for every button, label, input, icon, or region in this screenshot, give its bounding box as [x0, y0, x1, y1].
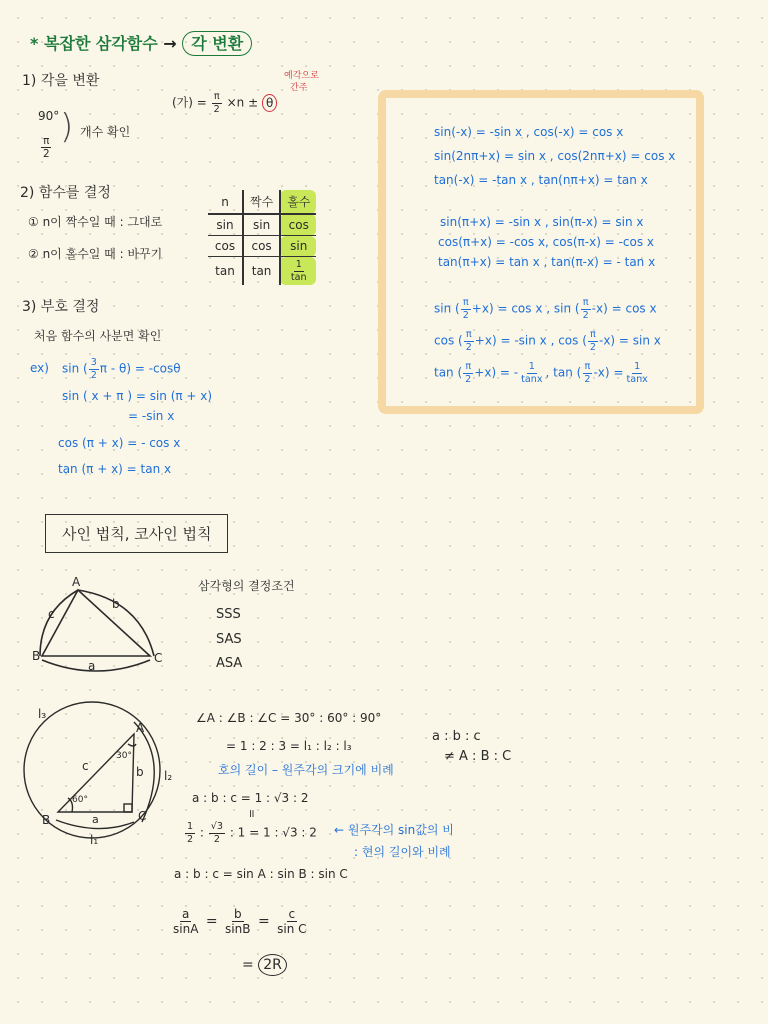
table-cell: sin — [280, 236, 316, 257]
angle-30-label: 30° — [116, 751, 132, 761]
table-cell: tan — [208, 257, 243, 286]
formula-line: cos(π+x) = -cos x, cos(π-x) = -cos x — [438, 235, 655, 249]
circled-2R: 2R — [258, 954, 287, 976]
red-note-1: 예각으로 — [284, 71, 319, 81]
ratio-note-1: ← 원주각의 sin값의 비 — [334, 823, 454, 837]
vertex-C2: C — [138, 809, 147, 823]
example-2: sin ( x + π ) = sin (π + x) — [62, 389, 213, 403]
arc-label-l3: l₃ — [38, 707, 47, 721]
angle-pi-half: $\frac{\pi}{2}$ — [43, 135, 50, 161]
vertex-B: B — [32, 649, 41, 663]
section3-heading: 3) 부호 결정 — [22, 299, 100, 315]
rule-odd: ② n이 홀수일 때 : 바꾸기 — [28, 247, 163, 261]
formula-line: sin(-x) = -sin x , cos(-x) = cos x — [434, 125, 624, 139]
formula-line: sin(2nπ+x) = sin x , cos(2nπ+x) = cos x — [434, 149, 676, 163]
sine-law-result: = 2R — [242, 958, 287, 972]
angle-ratio-neq: ≠ A : B : C — [444, 749, 512, 764]
ratio-line-6: a : b : c = sin A : sin B : sin C — [174, 867, 348, 881]
triangle-1-shape — [42, 590, 150, 656]
rule-even: ① n이 짝수일 때 : 그대로 — [28, 215, 163, 229]
table-cell: sin — [243, 214, 280, 236]
table-cell: $\frac{1}{\tan}$ — [280, 257, 316, 286]
side-b2: b — [136, 765, 144, 779]
side-c2: c — [82, 759, 89, 773]
example-5: tan (π + x) = tan x — [58, 462, 172, 476]
side-a: a — [88, 659, 96, 673]
example-1: sin ( $\frac{3}{2}$ π - θ) = -cosθ — [62, 357, 181, 381]
ratio-note-2: : 현의 길이와 비례 — [354, 845, 451, 859]
arc-label-l2: l₂ — [164, 769, 173, 783]
angle-30-mark — [128, 744, 136, 746]
arc-a — [42, 660, 150, 671]
vertex-B2: B — [42, 813, 51, 827]
table-header: 짝수 — [243, 190, 280, 214]
section2-heading: 2) 함수를 결정 — [20, 185, 111, 201]
bracket-icon: ) — [60, 107, 74, 147]
ratio-line-3: 호의 길이 – 원주각의 크기에 비례 — [218, 763, 394, 777]
triangle-2-shape — [58, 734, 134, 812]
sine-law: $\frac{a}{\sin A}$ = $\frac{b}{\sin B}$ = $\frac{c}{\text{sin C}}$ — [173, 907, 307, 936]
formula-line: sin(π+x) = -sin x , sin(π-x) = sin x — [440, 215, 644, 229]
table-cell: cos — [280, 214, 316, 236]
ga-formula: (가) = $\frac{\pi}{2}$ ×n ± θ — [172, 92, 277, 114]
table-header: n — [208, 190, 243, 214]
angle-60-label: 60° — [72, 795, 88, 805]
arrow-icon: → — [163, 34, 177, 53]
angle-90: 90° — [38, 109, 60, 123]
vertex-C: C — [154, 651, 163, 665]
side-b: b — [112, 597, 120, 611]
formula-line: tan(π+x) = tan x , tan(π-x) = - tan x — [438, 255, 656, 269]
ratio-line-5: $\frac{1}{2}$ : $\frac{√3}{2}$ : 1 = 1 : √3 : 2 — [187, 821, 317, 845]
side-ratio: a : b : c — [432, 729, 481, 744]
congruence-item: SSS — [216, 607, 241, 622]
formula-line: tan ( $\frac{\pi}{2}$ +x) = - $\frac{1}{\tan x}$ , tan ( $\frac{\pi}{2}$ -x) = $\frac{1}{\tan x}$ — [434, 361, 648, 385]
law-box: 사인 법칙, 코사인 법칙 — [45, 514, 228, 553]
title-main: 복잡한 삼각함수 — [43, 34, 158, 53]
title-star: * — [30, 34, 39, 53]
ratio-line-2: = 1 : 2 : 3 = l₁ : l₂ : l₃ — [226, 739, 352, 753]
equality-mark: ॥ — [248, 807, 255, 820]
red-note-2: 간주 — [290, 83, 308, 93]
ratio-line-4: a : b : c = 1 : √3 : 2 — [192, 791, 309, 805]
formula-line: cos ( $\frac{\pi}{2}$ +x) = -sin x , cos ( $\frac{\pi}{2}$ -x) = sin x — [434, 329, 661, 353]
table-cell: cos — [243, 236, 280, 257]
triangle-1 — [40, 590, 154, 671]
formula-line: tan(-x) = -tan x , tan(nπ+x) = tan x — [434, 173, 648, 187]
table-cell: sin — [208, 214, 243, 236]
arc-label-l1: l₁ — [90, 833, 99, 847]
title-circled: 각 변환 — [182, 31, 252, 56]
congruence-item: SAS — [216, 632, 242, 647]
count-note: 개수 확인 — [80, 125, 131, 139]
table-header: 홀수 — [280, 190, 316, 214]
vertex-A: A — [72, 575, 81, 589]
theta-circled: θ — [262, 94, 277, 112]
congruence-item: ASA — [216, 656, 243, 671]
table-cell: cos — [208, 236, 243, 257]
formula-line: sin ( $\frac{\pi}{2}$ +x) = cos x , sin ( $\frac{\pi}{2}$ -x) = cos x — [434, 297, 657, 321]
example-3: = -sin x — [128, 409, 175, 423]
section1-heading: 1) 각을 변환 — [22, 73, 100, 89]
right-angle-mark — [124, 804, 132, 812]
table-cell: tan — [243, 257, 280, 286]
side-a2: a — [92, 813, 99, 826]
example-label: ex) — [30, 361, 49, 375]
vertex-A2: A — [136, 721, 145, 735]
ratio-line-1: ∠A : ∠B : ∠C = 30° : 60° : 90° — [196, 711, 382, 725]
congruence-title: 삼각형의 결정조건 — [198, 579, 295, 593]
example-4: cos (π + x) = - cos x — [58, 436, 181, 450]
side-c: c — [48, 607, 55, 621]
section3-desc: 처음 함수의 사분면 확인 — [34, 329, 162, 343]
